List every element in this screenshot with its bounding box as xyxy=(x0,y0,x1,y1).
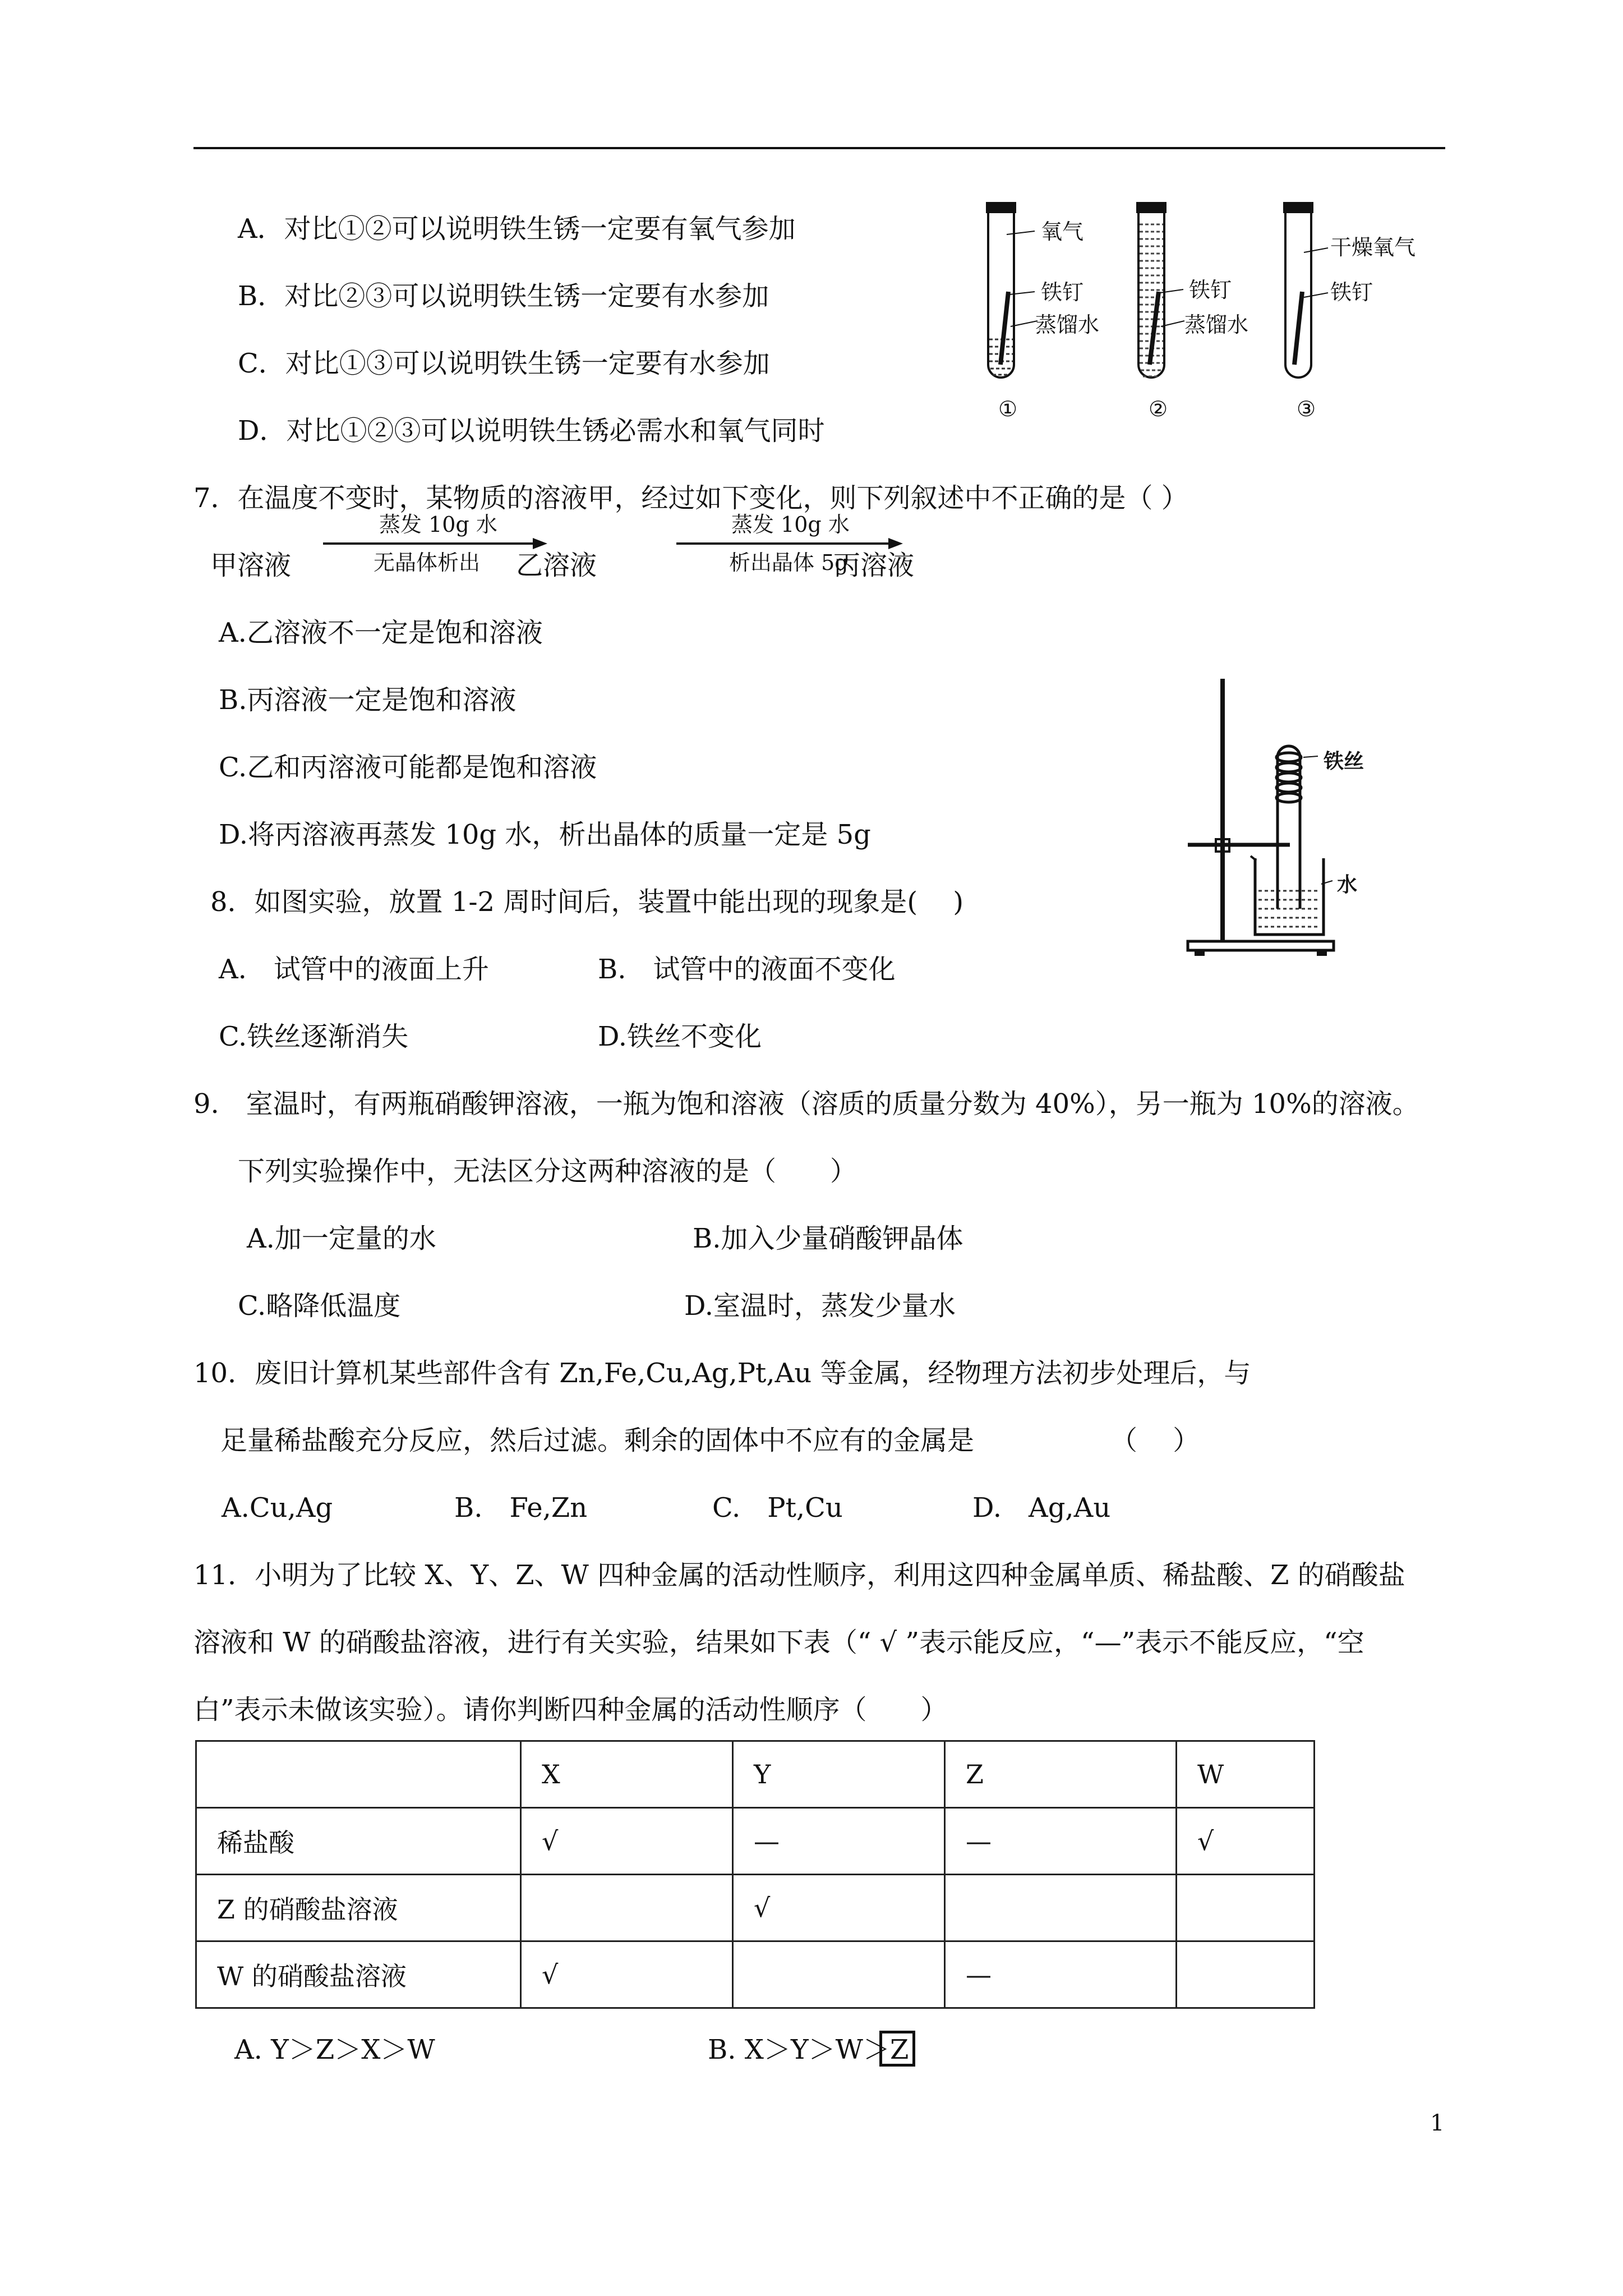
table-cell: — xyxy=(945,1808,1177,1875)
q7-arrow1-top-label: 蒸发 10g 水 xyxy=(379,512,497,537)
tube3-nail-label: 铁钉 xyxy=(1330,280,1373,305)
q6-option-a: A．对比①②可以说明铁生锈一定要有氧气参加 xyxy=(238,213,796,245)
q7-arrow2-bottom-label: 析出晶体 5g xyxy=(729,550,849,575)
table-cell: √ xyxy=(1177,1808,1315,1875)
q11-stem-line2: 溶液和 W 的硝酸盐溶液，进行有关实验，结果如下表（“ √ ”表示能反应，“—”表示不能反应，“空 xyxy=(193,1627,1364,1658)
q11-option-b: B. X＞Y＞W＞Z xyxy=(708,2034,909,2065)
tube1-gas-label: 氧气 xyxy=(1041,219,1084,244)
q10-stem-line1: 10．废旧计算机某些部件含有 Zn,Fe,Cu,Ag,Pt,Au 等金属，经物理方法初步处理后，与 xyxy=(193,1358,1251,1389)
q11-stem-line3: 白”表示未做该实验）。请你判断四种金属的活动性顺序（ ） xyxy=(193,1694,948,1726)
q10-answer-bracket: （ ） xyxy=(1110,1425,1200,1456)
table-row xyxy=(196,1941,1315,2008)
q6-option-c: C．对比①③可以说明铁生锈一定要有水参加 xyxy=(238,348,770,379)
table-cell: √ xyxy=(733,1875,945,1941)
q7-solution-jia: 甲溶液 xyxy=(210,550,292,581)
table-cell: √ xyxy=(521,1941,733,2008)
table-cell xyxy=(521,1875,733,1941)
answer-box xyxy=(879,2031,915,2067)
q6-option-d: D．对比①②③可以说明铁生锈必需水和氧气同时 xyxy=(238,415,825,447)
water-label: 水 xyxy=(1337,873,1358,896)
table-row xyxy=(196,1875,1315,1941)
table-header-cell: Y xyxy=(733,1741,945,1808)
q7-arrow2-top-label: 蒸发 10g 水 xyxy=(731,512,850,537)
beaker xyxy=(1251,856,1324,935)
arrow-2 xyxy=(676,538,903,549)
q7-option-d: D.将丙溶液再蒸发 10g 水，析出晶体的质量一定是 5g xyxy=(219,819,871,850)
iron-stand xyxy=(1188,679,1334,956)
tube1-number: ① xyxy=(998,397,1018,421)
q10-option-d: D. Ag,Au xyxy=(972,1492,1111,1524)
table-header-cell: X xyxy=(521,1741,733,1808)
q11-option-a: A. Y＞Z＞X＞W xyxy=(234,2034,435,2065)
table-header-cell xyxy=(196,1741,521,1808)
q9-option-a: A.加一定量的水 xyxy=(247,1223,436,1254)
header-rule xyxy=(193,147,1445,149)
q7-flow-arrows xyxy=(320,535,914,552)
table-header-cell: W xyxy=(1177,1741,1315,1808)
q6-option-b: B．对比②③可以说明铁生锈一定要有水参加 xyxy=(238,280,769,312)
test-tube-2 xyxy=(1136,202,1184,378)
tube3-number: ③ xyxy=(1297,397,1316,421)
table-cell: √ xyxy=(521,1808,733,1875)
q8-option-d: D.铁丝不变化 xyxy=(598,1021,762,1052)
table-header-cell: Z xyxy=(945,1741,1177,1808)
q8-option-b: B. 试管中的液面不变化 xyxy=(598,954,896,985)
table-cell xyxy=(1177,1875,1315,1941)
iron-wire-apparatus-figure xyxy=(1183,673,1419,965)
table-cell xyxy=(733,1941,945,2008)
iron-wire-label: 铁丝 xyxy=(1324,750,1364,773)
table-cell xyxy=(945,1875,1177,1941)
q10-option-a: A.Cu,Ag xyxy=(222,1492,333,1524)
q7-option-b: B.丙溶液一定是饱和溶液 xyxy=(219,684,517,716)
tube2-nail-label: 铁钉 xyxy=(1189,278,1232,302)
q8-option-a: A. 试管中的液面上升 xyxy=(219,954,489,985)
tube1-nail-label: 铁钉 xyxy=(1041,280,1084,305)
metal-reaction-table xyxy=(195,1740,1315,2009)
q9-stem-line2: 下列实验操作中，无法区分这两种溶液的是（ ） xyxy=(238,1156,857,1187)
table-row-label: W 的硝酸盐溶液 xyxy=(196,1941,521,2008)
tube3-gas-label: 干燥氧气 xyxy=(1330,235,1416,260)
q8-stem: 8．如图实验，放置 1-2 周时间后，装置中能出现的现象是( ) xyxy=(210,886,964,918)
q7-solution-yi: 乙溶液 xyxy=(516,550,597,581)
arrow-1 xyxy=(323,538,547,549)
page-number: 1 xyxy=(1430,2110,1445,2136)
q9-stem-line1: 9. 室温时，有两瓶硝酸钾溶液，一瓶为饱和溶液（溶质的质量分数为 40%），另一瓶为 10%的溶液。 xyxy=(193,1088,1419,1120)
table-header-row xyxy=(196,1741,1315,1808)
tube2-number: ② xyxy=(1149,397,1168,421)
table-row-label: 稀盐酸 xyxy=(196,1808,521,1875)
q7-arrow1-bottom-label: 无晶体析出 xyxy=(374,550,481,575)
table-cell: — xyxy=(945,1941,1177,2008)
q9-option-b: B.加入少量硝酸钾晶体 xyxy=(693,1223,963,1254)
table-cell: — xyxy=(733,1808,945,1875)
tube2-water-label: 蒸馏水 xyxy=(1184,312,1249,337)
q10-option-c: C. Pt,Cu xyxy=(712,1492,843,1524)
table-cell xyxy=(1177,1941,1315,2008)
tube1-water-label: 蒸馏水 xyxy=(1035,312,1100,337)
test-tube-3 xyxy=(1283,202,1328,378)
table-row-label: Z 的硝酸盐溶液 xyxy=(196,1875,521,1941)
q9-option-c: C.略降低温度 xyxy=(238,1290,401,1322)
q7-option-c: C.乙和丙溶液可能都是饱和溶液 xyxy=(219,752,597,783)
q10-option-b: B. Fe,Zn xyxy=(454,1492,588,1524)
q7-solution-bing: 丙溶液 xyxy=(833,550,915,581)
q8-option-c: C.铁丝逐渐消失 xyxy=(219,1021,409,1052)
q10-stem-line2: 足量稀盐酸充分反应，然后过滤。剩余的固体中不应有的金属是 xyxy=(220,1425,975,1456)
table-row xyxy=(196,1808,1315,1875)
q7-option-a: A.乙溶液不一定是饱和溶液 xyxy=(219,617,543,648)
inverted-test-tube xyxy=(1276,746,1301,909)
q7-stem: 7．在温度不变时，某物质的溶液甲，经过如下变化，则下列叙述中不正确的是（ ） xyxy=(193,482,1188,514)
q11-stem-line1: 11．小明为了比较 X、Y、Z、W 四种金属的活动性顺序，利用这四种金属单质、稀盐酸、Z 的硝酸盐 xyxy=(193,1559,1405,1591)
q9-option-d: D.室温时，蒸发少量水 xyxy=(684,1290,956,1322)
test-tube-1 xyxy=(986,202,1038,378)
